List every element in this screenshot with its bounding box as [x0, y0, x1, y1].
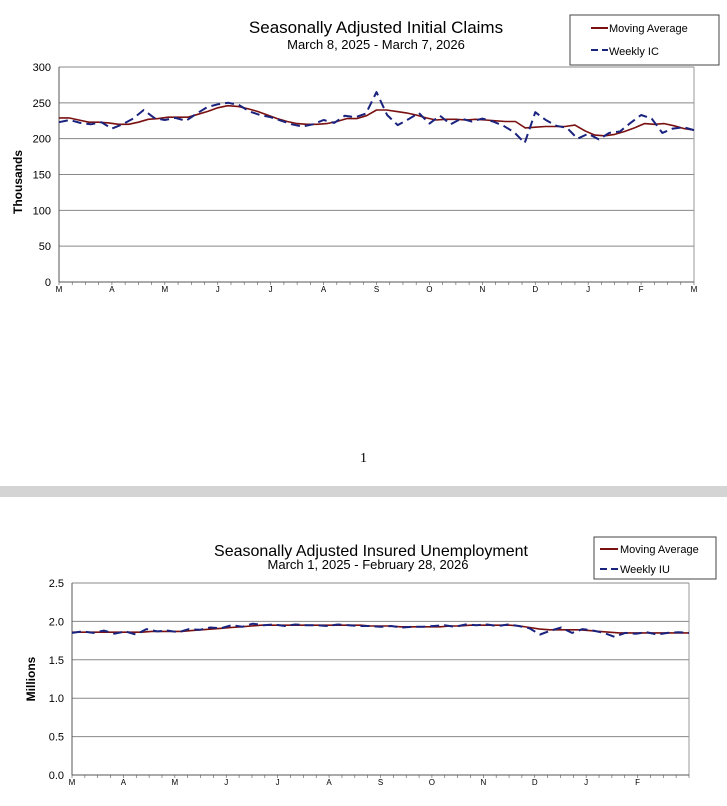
y-tick-label: 0	[44, 277, 51, 289]
x-tick-label: J	[586, 285, 591, 294]
x-tick-label: D	[531, 778, 538, 787]
y-tick-label: 100	[32, 205, 51, 218]
y-axis-label: Millions	[24, 656, 38, 702]
y-tick-label: 1.0	[48, 693, 64, 706]
y-tick-label: 50	[38, 241, 51, 254]
y-tick-label: 2.0	[48, 616, 64, 629]
x-tick-label: O	[426, 285, 433, 294]
x-tick-label: J	[224, 778, 229, 787]
chart-subtitle: March 8, 2025 - March 7, 2026	[287, 37, 465, 52]
x-tick-label: M	[690, 285, 698, 294]
x-tick-label: S	[373, 285, 380, 294]
x-tick-label: A	[320, 285, 327, 294]
chart-subtitle: March 1, 2025 - February 28, 2026	[267, 557, 469, 572]
x-tick-label: M	[161, 285, 169, 294]
x-tick-label: D	[532, 285, 539, 294]
x-tick-label: S	[377, 778, 384, 787]
x-tick-label: M	[55, 285, 63, 294]
plot-area	[33, 62, 698, 294]
y-tick-label: 1.5	[48, 654, 64, 667]
x-tick-label: N	[479, 285, 486, 294]
x-tick-label: J	[584, 778, 589, 787]
y-tick-label: 150	[32, 169, 51, 182]
plot-area	[49, 578, 689, 787]
x-tick-label: A	[326, 778, 332, 787]
y-tick-label: 250	[32, 97, 51, 110]
legend-label-moving-average: Moving Average	[609, 23, 688, 35]
x-tick-label: J	[268, 285, 273, 294]
page-number: 1	[360, 451, 367, 466]
x-tick-label: A	[109, 285, 115, 294]
x-tick-label: J	[215, 285, 220, 294]
chart-title: Seasonally Adjusted Initial Claims	[248, 18, 504, 37]
y-tick-label: 200	[32, 133, 51, 146]
x-tick-label: J	[275, 778, 280, 787]
x-tick-label: F	[635, 778, 641, 787]
x-tick-label: N	[480, 778, 487, 787]
legend	[570, 15, 719, 65]
x-tick-label: M	[171, 778, 179, 787]
legend	[594, 537, 716, 579]
x-tick-label: A	[120, 778, 127, 787]
x-tick-label: O	[428, 778, 436, 787]
insured-unemployment-chart	[0, 497, 727, 801]
legend-label-moving-average: Moving Average	[620, 544, 699, 556]
y-axis-label: Thousands	[11, 149, 25, 215]
chart-title: Seasonally Adjusted Insured Unemployment	[214, 543, 528, 560]
report-page-2	[0, 497, 727, 801]
legend-label-weekly-ic: Weekly IC	[609, 46, 659, 58]
y-tick-label: 0.5	[48, 731, 64, 744]
series-line-moving-average	[59, 106, 694, 136]
y-tick-label: 0.0	[48, 770, 64, 782]
initial-claims-chart	[0, 0, 727, 330]
x-tick-label: M	[68, 778, 76, 787]
x-tick-label: F	[638, 285, 644, 294]
y-tick-label: 300	[32, 62, 51, 74]
y-tick-label: 2.5	[48, 578, 64, 590]
page-separator	[0, 486, 727, 497]
legend-label-weekly-iu: Weekly IU	[620, 564, 670, 576]
